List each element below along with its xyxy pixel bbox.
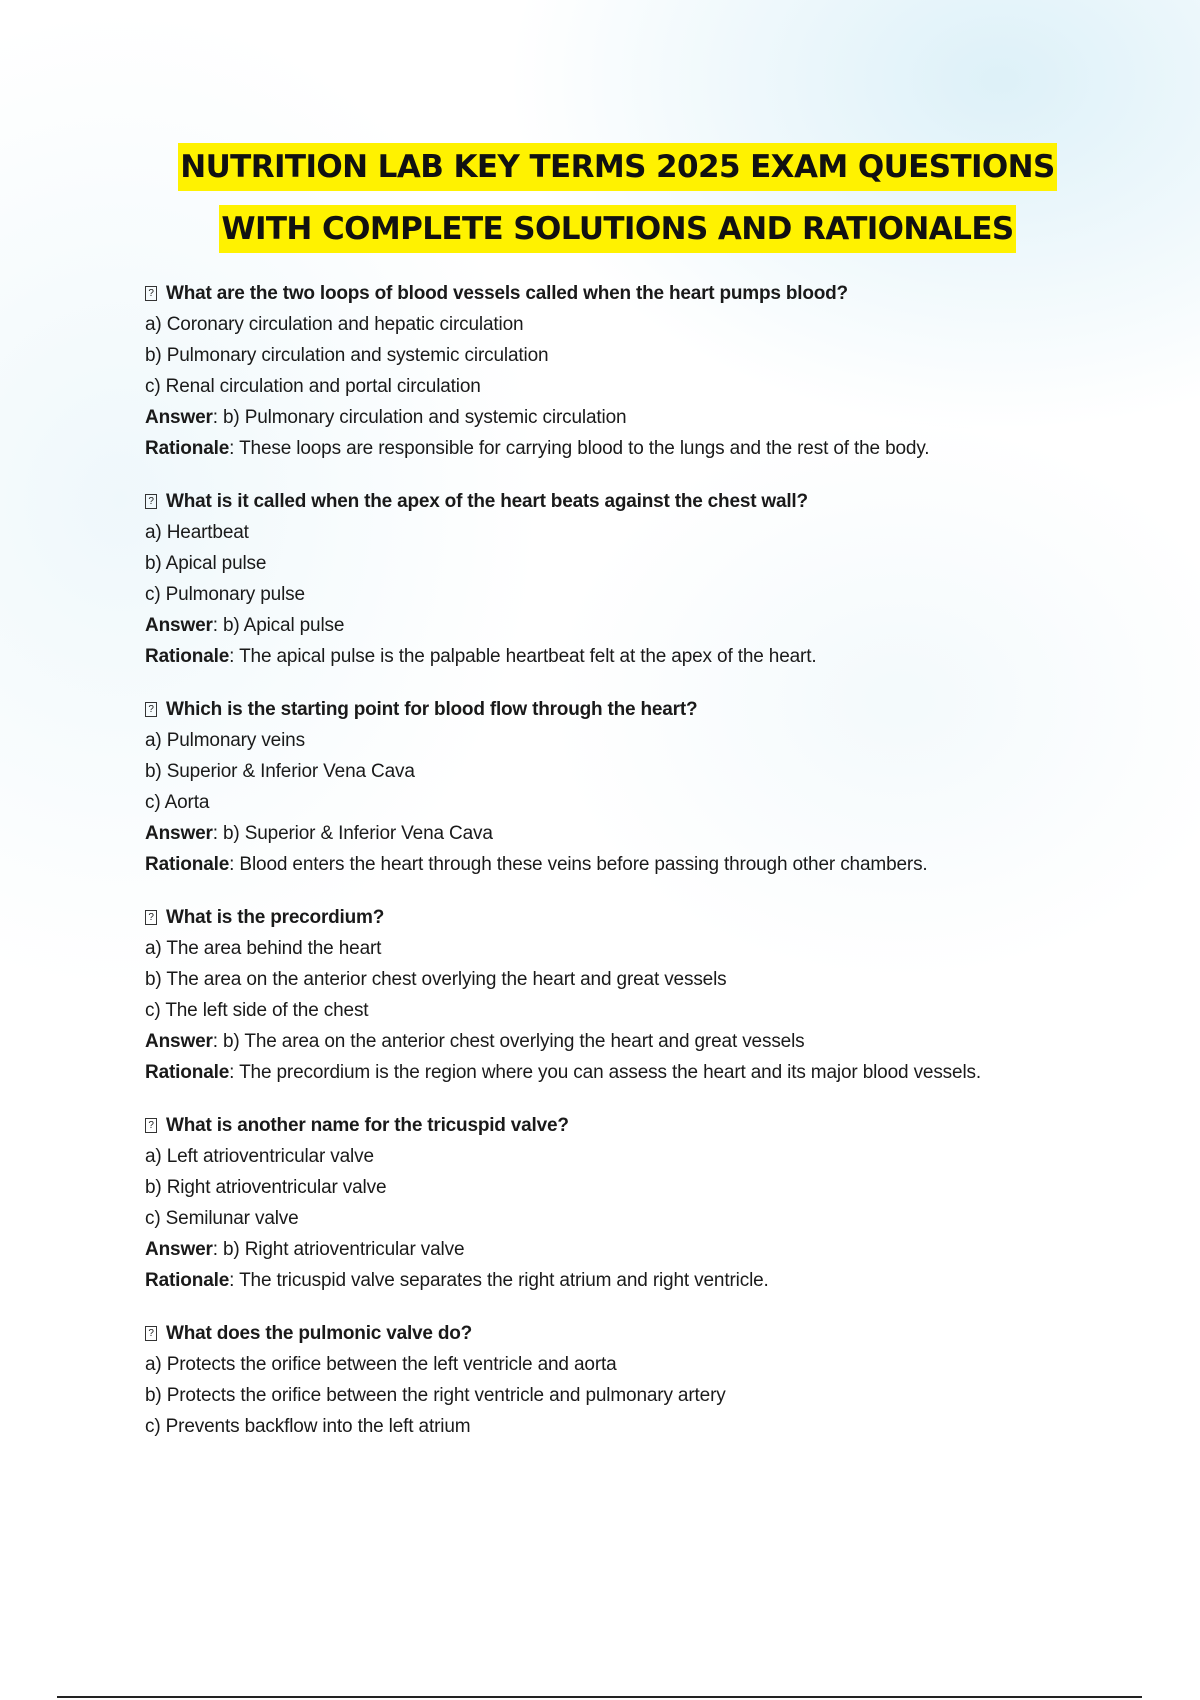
option-b: b) Protects the orifice between the right ventricle and pulmonary artery xyxy=(145,1385,726,1406)
question-text: What are the two loops of blood vessels called when the heart pumps blood? xyxy=(166,282,848,304)
option-a: a) The area behind the heart xyxy=(145,938,382,959)
question-mark-box-icon: ? xyxy=(145,702,157,717)
question-text: What is another name for the tricuspid valve? xyxy=(166,1114,569,1136)
option-c: c) Semilunar valve xyxy=(145,1208,299,1229)
question-block xyxy=(145,486,1145,672)
option-a: a) Left atrioventricular valve xyxy=(145,1146,374,1167)
option-a: a) Pulmonary veins xyxy=(145,730,305,751)
rationale-line xyxy=(145,1057,1145,1088)
footer-divider xyxy=(57,1696,1142,1698)
question-line xyxy=(145,278,1145,309)
answer-line xyxy=(145,1234,1145,1265)
rationale-text: : These loops are responsible for carrying blood to the lungs and the rest of the body. xyxy=(229,438,930,459)
option-c: c) Pulmonary pulse xyxy=(145,584,305,605)
answer-label: Answer xyxy=(145,407,213,428)
question-line xyxy=(145,694,1145,725)
question-block xyxy=(145,902,1145,1088)
rationale-line xyxy=(145,641,1145,672)
option-c: c) The left side of the chest xyxy=(145,1000,369,1021)
option-b: b) The area on the anterior chest overlying the heart and great vessels xyxy=(145,969,727,990)
option-c: c) Prevents backflow into the left atrium xyxy=(145,1416,471,1437)
option-b: b) Apical pulse xyxy=(145,553,267,574)
question-block xyxy=(145,1318,1145,1442)
question-text: What does the pulmonic valve do? xyxy=(166,1322,473,1344)
rationale-label: Rationale xyxy=(145,854,230,875)
rationale-text: : The tricuspid valve separates the right atrium and right ventricle. xyxy=(229,1270,769,1291)
title-line-1: NUTRITION LAB KEY TERMS 2025 EXAM QUESTIONS xyxy=(178,143,1057,191)
question-block xyxy=(145,694,1145,880)
question-line xyxy=(145,486,1145,517)
question-text: What is it called when the apex of the heart beats against the chest wall? xyxy=(166,490,808,512)
question-block xyxy=(145,278,1145,464)
option-a: a) Coronary circulation and hepatic circulation xyxy=(145,314,524,335)
answer-label: Answer xyxy=(145,1031,213,1052)
answer-text: : b) Superior & Inferior Vena Cava xyxy=(212,823,493,844)
rationale-label: Rationale xyxy=(145,438,230,459)
rationale-label: Rationale xyxy=(145,1062,230,1083)
question-mark-box-icon: ? xyxy=(145,1326,157,1341)
rationale-line xyxy=(145,1265,1145,1296)
question-line xyxy=(145,902,1145,933)
option-c: c) Renal circulation and portal circulation xyxy=(145,376,481,397)
title-line-2: WITH COMPLETE SOLUTIONS AND RATIONALES xyxy=(219,205,1015,253)
answer-line xyxy=(145,818,1145,849)
answer-text: : b) Right atrioventricular valve xyxy=(212,1239,465,1260)
answer-line xyxy=(145,1026,1145,1057)
question-mark-box-icon: ? xyxy=(145,494,157,509)
answer-label: Answer xyxy=(145,615,213,636)
answer-label: Answer xyxy=(145,823,213,844)
rationale-line xyxy=(145,433,1145,464)
answer-text: : b) Pulmonary circulation and systemic circulation xyxy=(212,407,627,428)
option-a: a) Heartbeat xyxy=(145,522,249,543)
question-mark-box-icon: ? xyxy=(145,910,157,925)
answer-line xyxy=(145,610,1145,641)
question-line xyxy=(145,1110,1145,1141)
question-text: Which is the starting point for blood flow through the heart? xyxy=(166,698,698,720)
option-a: a) Protects the orifice between the left ventricle and aorta xyxy=(145,1354,617,1375)
answer-text: : b) The area on the anterior chest overlying the heart and great vessels xyxy=(212,1031,805,1052)
answer-text: : b) Apical pulse xyxy=(212,615,345,636)
option-b: b) Superior & Inferior Vena Cava xyxy=(145,761,415,782)
document-title xyxy=(0,143,1200,253)
option-c: c) Aorta xyxy=(145,792,210,813)
question-line xyxy=(145,1318,1145,1349)
question-list xyxy=(145,278,1145,1442)
question-mark-box-icon: ? xyxy=(145,286,157,301)
answer-label: Answer xyxy=(145,1239,213,1260)
rationale-label: Rationale xyxy=(145,1270,230,1291)
rationale-text: : The precordium is the region where you can assess the heart and its major blood vessels. xyxy=(229,1062,981,1083)
answer-line xyxy=(145,402,1145,433)
rationale-label: Rationale xyxy=(145,646,230,667)
question-block xyxy=(145,1110,1145,1296)
option-b: b) Right atrioventricular valve xyxy=(145,1177,387,1198)
rationale-text: : Blood enters the heart through these veins before passing through other chambers. xyxy=(229,854,928,875)
rationale-text: : The apical pulse is the palpable heartbeat felt at the apex of the heart. xyxy=(229,646,817,667)
question-text: What is the precordium? xyxy=(166,906,385,928)
question-mark-box-icon: ? xyxy=(145,1118,157,1133)
rationale-line xyxy=(145,849,1145,880)
option-b: b) Pulmonary circulation and systemic circulation xyxy=(145,345,549,366)
